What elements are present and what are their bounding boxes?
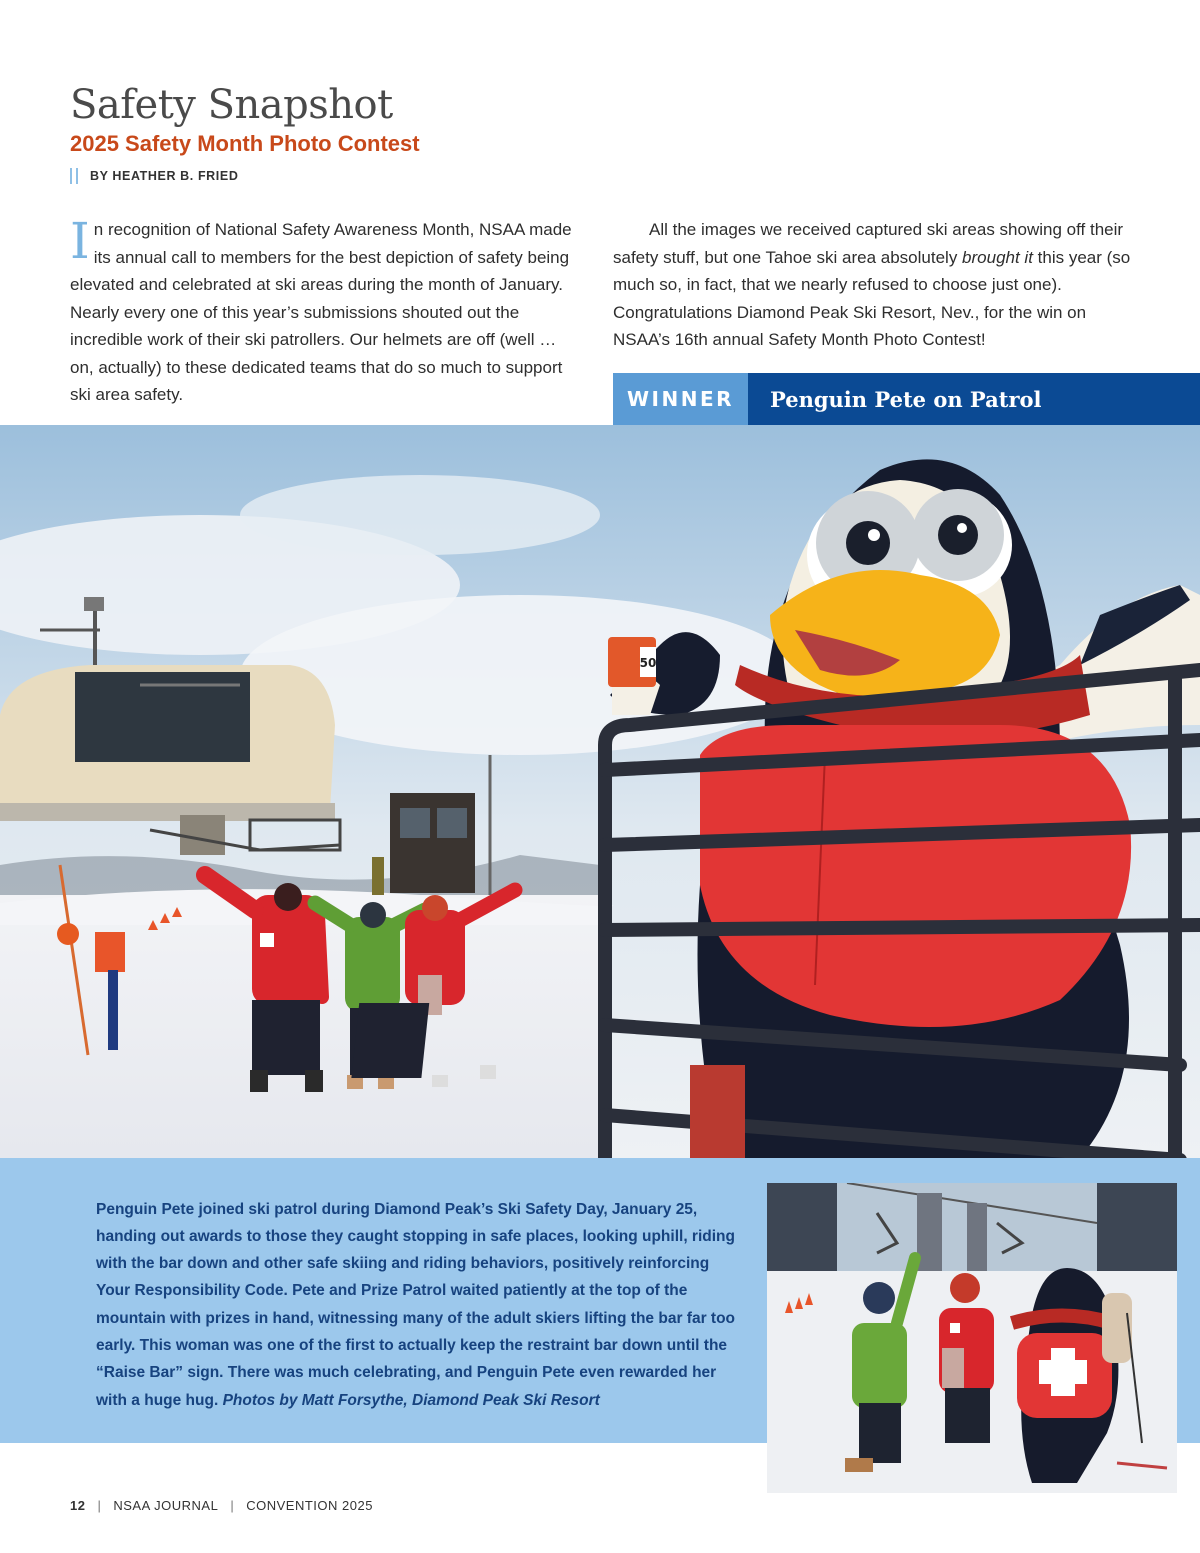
hero-photo [0,425,1200,1158]
inset-photo-illustration [767,1183,1177,1493]
hero-photo-illustration [0,425,1200,1158]
photo-credit: Photos by Matt Forsythe, Diamond Peak Ski Resort [222,1391,600,1409]
drop-cap: I [70,212,90,270]
inset-photo [767,1183,1177,1493]
footer-divider: | [97,1498,102,1513]
caption-text: Penguin Pete joined ski patrol during Diamond Peak’s Ski Safety Day, January 25, handing out awards to those they caught stopping in safe places, looking uphill, riding with the bar down and other safe skiing and riding behaviors, positively reinforcing Your Responsibility Code. Pete and Prize Patrol waited patiently at the top of the mountain with prizes in hand, witnessing many of the adult skiers lifting the bar far too early. This woman was one of the first to actually keep the restraint bar down until the “Raise Bar” sign. There was much celebrating, and Penguin Pete even rewarded her with a huge hug. [96,1200,736,1409]
winner-paragraph-text-2: this year (so much so, in fact, that we nearly refused to choose just one). Congratulations Diamond Peak Ski Resort, Nev., for the win on NSAA’s 16th annual Safety Month Photo Contest! [613,247,1131,349]
winner-title: Penguin Pete on Patrol [748,373,1200,425]
article-subtitle: 2025 Safety Month Photo Contest [70,131,420,156]
article-column-right [613,216,1133,354]
photo-caption [96,1196,746,1414]
publication-name: NSAA JOURNAL [113,1498,219,1513]
mug-label: 50 [639,656,657,670]
intro-paragraph [70,212,575,409]
winner-paragraph [613,216,1133,354]
winner-tag: WINNER [613,373,748,425]
winner-paragraph-text-1: All the images we received captured ski areas showing off their safety stuff, but one Tahoe ski area absolutely [613,220,1124,267]
issue-name: CONVENTION 2025 [246,1498,373,1513]
byline-text: BY HEATHER B. FRIED [90,169,239,183]
page-number: 12 [70,1498,86,1513]
page-footer [70,1498,373,1513]
byline [70,168,238,184]
footer-divider: | [230,1498,235,1513]
intro-paragraph-text: n recognition of National Safety Awareness Month, NSAA made its annual call to members for the best depiction of safety being elevated and celebrated at ski areas during the month of January. Nearly every one of this year’s submissions shouted out the incredible work of their ski patrollers. Our helmets are off (well … on, actually) to these dedicated teams that do so much to support ski area safety. [70,220,572,404]
winner-banner [613,373,1200,425]
page-title: Safety Snapshot [70,82,393,128]
winner-paragraph-emphasis: brought it [962,247,1033,267]
article-column-left [70,212,575,409]
byline-bars-icon [70,168,78,184]
